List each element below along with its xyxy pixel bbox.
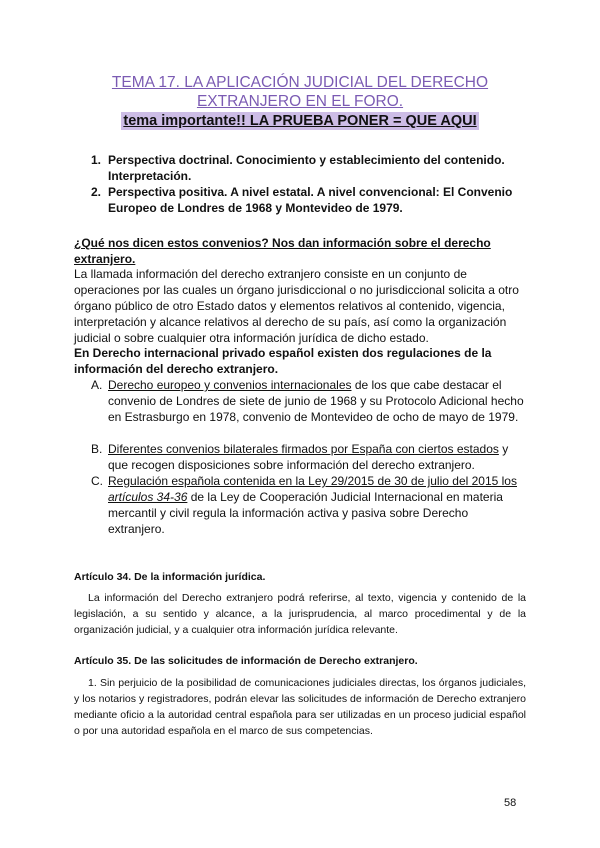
list-letter: B. (91, 442, 103, 456)
italic-link-text: artículos 34-36 (108, 490, 188, 504)
alpha-list-item (91, 441, 525, 473)
article-34-body: La información del Derecho extranjero podrá referirse, al texto, vigencia y contenido de la legislación, a su sentido y alcance, a la jurisprudencia, al marco procedimental y de la organización judicial, y a cualquier otra información jurídica relevante. (74, 592, 526, 636)
page-number: 58 (504, 797, 517, 809)
intro-paragraph: La llamada información del derecho extranjero consiste en un conjunto de operaciones por las cuales un órgano jurisdiccional o no jurisdiccional solicita a otro órgano público de otro Estado datos y elementos relativos al contenido, vigencia, interpretación y alcance relativos al derecho de su país, así como la organización judicial o sobre cualquier otra información jurídica de dicho estado. (74, 267, 519, 345)
list-text: y que recogen disposiciones sobre información del derecho extranjero. (108, 442, 509, 472)
highlight-note: tema importante!! LA PRUEBA PONER = QUE AQUI (123, 113, 477, 129)
document-title-line1: TEMA 17. LA APLICACIÓN JUDICIAL DEL DERECHO (111, 74, 489, 91)
alpha-list-item (91, 473, 525, 537)
numbered-list-item (91, 152, 531, 184)
bold-paragraph: En Derecho internacional privado español existen dos regulaciones de la información del derecho extranjero. (74, 346, 492, 376)
underlined-text: Regulación española contenida en la Ley 29/2015 de 30 de julio del 2015 los (108, 474, 517, 488)
article-35-body: 1. Sin perjuicio de la posibilidad de comunicaciones judiciales directas, los órganos judiciales, y los notarios y registradores, podrán elevar las solicitudes de información de Derecho extranjero mediante oficio a la autoridad central española para ser utilizadas en un proceso judicial español o por una autoridad española en el marco de sus competencias. (74, 677, 526, 737)
list-text: Perspectiva doctrinal. Conocimiento y establecimiento del contenido. Interpretación. (108, 153, 505, 183)
section-question: ¿Qué nos dicen estos convenios? Nos dan información sobre el derecho extranjero. (74, 236, 491, 266)
underlined-text: Diferentes convenios bilaterales firmados por España con ciertos estados (108, 442, 499, 456)
article-35-heading: Artículo 35. De las solicitudes de información de Derecho extranjero. (74, 655, 418, 667)
alpha-list-item (91, 377, 525, 425)
list-text: de los que cabe destacar el convenio de Londres de siete de junio de 1968 y su Protocolo Adicional hecho en Estrasburgo en 1978, convenio de Montevideo de ocho de mayo de 1979. (108, 378, 524, 424)
list-letter: C. (91, 474, 103, 488)
document-title-line2: EXTRANJERO EN EL FORO. (196, 93, 404, 110)
numbered-list-item (91, 184, 531, 216)
underlined-text: Derecho europeo y convenios internacionales (108, 378, 352, 392)
highlight-note-row (0, 112, 600, 130)
list-text: Perspectiva positiva. A nivel estatal. A nivel convencional: El Convenio Europeo de Londres de 1968 y Montevideo de 1979. (108, 185, 513, 215)
list-letter: A. (91, 378, 103, 392)
list-text: de la Ley de Cooperación Judicial Internacional en materia mercantil y civil regula la información activa y pasiva sobre Derecho extranjero. (108, 490, 503, 536)
article-34-heading: Artículo 34. De la información jurídica. (74, 571, 266, 583)
list-number: 2. (91, 185, 102, 199)
list-number: 1. (91, 153, 102, 167)
